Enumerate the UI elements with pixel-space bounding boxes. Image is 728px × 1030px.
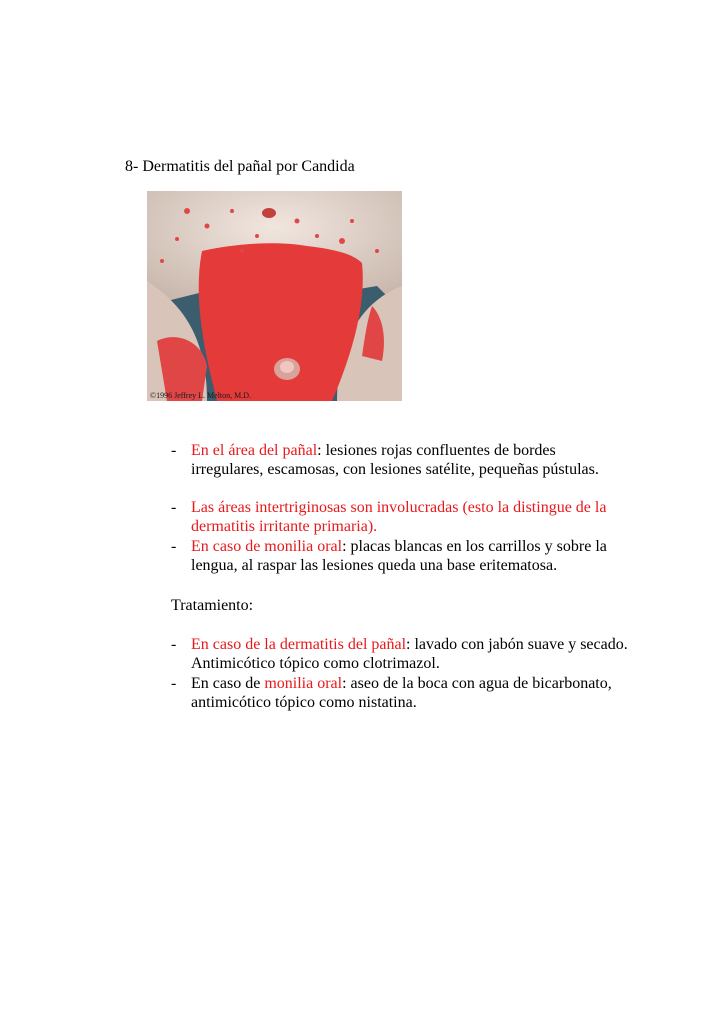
highlight-text: En caso de la dermatitis del pañal xyxy=(191,636,407,653)
list-bullet: - xyxy=(171,675,177,692)
list-item xyxy=(191,441,631,479)
list-item xyxy=(191,635,631,673)
list-bullet: - xyxy=(171,499,177,516)
item-text: : lesiones rojas confluentes de bordes irregulares, escamosas, con lesiones satélite, pequeñas pústulas. xyxy=(191,442,599,478)
highlight-text: monilia oral xyxy=(264,675,343,692)
list-bullet: - xyxy=(171,636,177,653)
list-bullet: - xyxy=(171,442,177,459)
diaper-dermatitis-image xyxy=(147,191,402,401)
highlight-text: Las áreas intertriginosas son involucradas (esto la distingue de la dermatitis irritante primaria). xyxy=(191,499,607,535)
list-item xyxy=(191,498,631,536)
treatment-heading: Tratamiento: xyxy=(171,597,254,614)
highlight-text: En el área del pañal xyxy=(191,442,318,459)
photo-copyright: ©1996 Jeffrey L. Melton, M.D. xyxy=(150,391,252,400)
item-text-prefix: En caso de xyxy=(191,675,265,692)
list-bullet: - xyxy=(171,538,177,555)
clinical-photo xyxy=(147,191,402,401)
section-title: 8- Dermatitis del pañal por Candida xyxy=(125,158,355,175)
highlight-text: En caso de monilia oral xyxy=(191,538,343,555)
list-item xyxy=(191,537,631,575)
item-text: : aseo de la boca con agua de bicarbonato, antimicótico tópico como nistatina. xyxy=(191,675,612,711)
item-text: : placas blancas en los carrillos y sobre la lengua, al raspar las lesiones queda una base eritematosa. xyxy=(191,538,607,574)
list-item xyxy=(191,674,631,712)
item-text: : lavado con jabón suave y secado. Antimicótico tópico como clotrimazol. xyxy=(191,636,628,672)
